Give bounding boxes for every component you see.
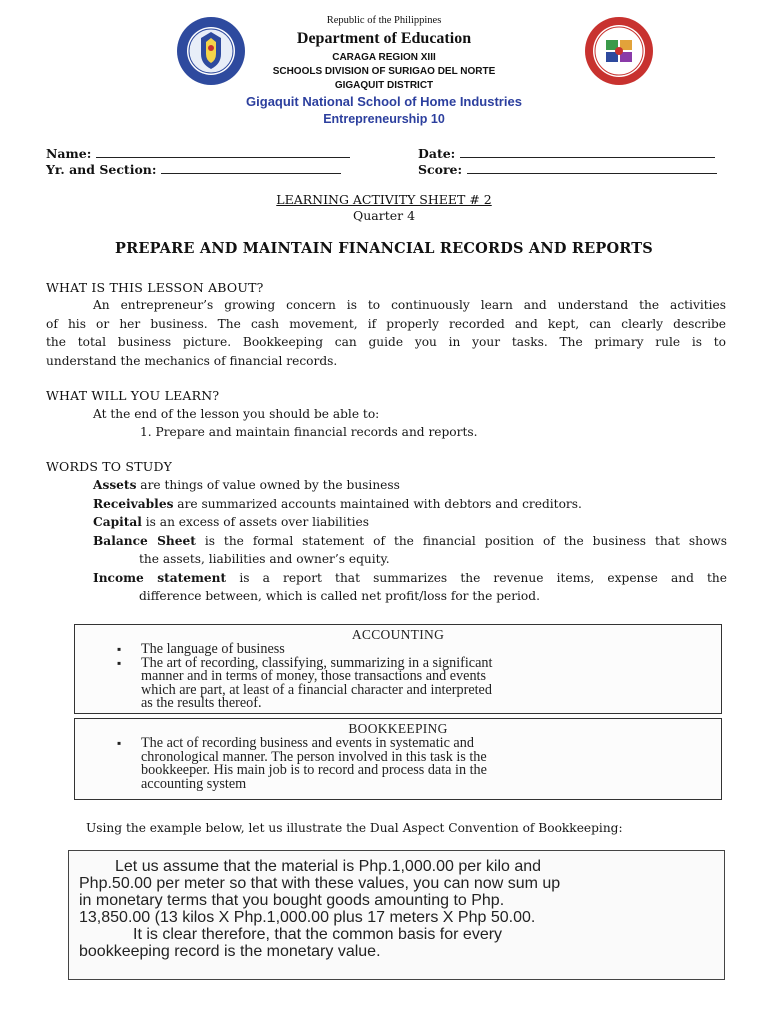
glossary-item-receivables: Receivables are summarized accounts maintained with debtors and creditors. <box>93 496 582 511</box>
page-title: PREPARE AND MAINTAIN FINANCIAL RECORDS AND REPORTS <box>115 240 653 257</box>
learn-objective: 1. Prepare and maintain financial records and reports. <box>140 425 478 439</box>
example-line: It is clear therefore, that the common basis for every <box>133 926 503 943</box>
glossary-item-assets: Assets are things of value owned by the business <box>93 478 400 492</box>
list-item: ▪ The act of recording business and events in systematic and chronological manner. The person involved in this task is the bookkeeper. His main job is to record and process data in the accounting system <box>141 737 721 791</box>
glossary-item-income-statement: Income statement is a report that summarizes the revenue items, expense and the <box>93 570 727 585</box>
lesson-line: of his or her business. The cash movement, if properly recorded and kept, can clearly describe <box>46 316 726 331</box>
district-text: GIGAQUIT DISTRICT <box>334 80 434 91</box>
example-line: bookkeeping record is the monetary value. <box>79 943 381 960</box>
glossary-continuation: the assets, liabilities and owner’s equity. <box>139 552 390 566</box>
republic-text: Republic of the Philippines <box>326 15 442 26</box>
glossary-item-capital: Capital is an excess of assets over liabilities <box>93 515 369 529</box>
score-label: Score: <box>418 162 463 177</box>
example-line: 13,850.00 (13 kilos X Php.1,000.00 plus 17 meters X Php 50.00. <box>79 909 536 926</box>
quarter-text: Quarter 4 <box>352 208 416 223</box>
learn-heading: WHAT WILL YOU LEARN? <box>46 388 220 403</box>
glossary-item-balance-sheet: Balance Sheet is the formal statement of the financial position of the business that shows <box>93 533 727 548</box>
lesson-line: understand the mechanics of financial records. <box>46 353 338 368</box>
school-name: Gigaquit National School of Home Industries <box>246 94 522 109</box>
date-field <box>418 145 715 161</box>
example-line: Php.50.00 per meter so that with these values, you can now sum up <box>79 875 561 892</box>
glossary-continuation: difference between, which is called net profit/loss for the period. <box>139 589 540 603</box>
lesson-heading: WHAT IS THIS LESSON ABOUT? <box>46 280 264 295</box>
date-line <box>460 145 715 158</box>
region-text: CARAGA REGION XIII <box>332 52 436 63</box>
section-label: Yr. and Section: <box>46 162 157 177</box>
accounting-bullets <box>75 643 721 711</box>
accounting-box-title: ACCOUNTING <box>351 627 445 642</box>
example-line: Let us assume that the material is Php.1,000.00 per kilo and <box>115 858 542 875</box>
glossary <box>93 476 727 606</box>
accounting-box <box>74 624 722 714</box>
example-intro: Using the example below, let us illustrate the Dual Aspect Convention of Bookkeeping: <box>86 821 623 835</box>
bookkeeping-bullets <box>75 737 721 791</box>
score-line <box>467 161 717 174</box>
learn-intro: At the end of the lesson you should be able to: <box>93 407 380 421</box>
example-line: in monetary terms that you bought goods amounting to Php. <box>79 892 505 909</box>
bookkeeping-box-title: BOOKKEEPING <box>348 721 448 736</box>
subject-name: Entrepreneurship 10 <box>323 112 445 126</box>
section-field <box>46 161 341 177</box>
department-text: Department of Education <box>296 30 472 47</box>
date-label: Date: <box>418 146 456 161</box>
activity-sheet-title: LEARNING ACTIVITY SHEET # 2 <box>276 192 492 207</box>
words-heading: WORDS TO STUDY <box>46 459 173 474</box>
bookkeeping-box <box>74 718 722 800</box>
division-text: SCHOOLS DIVISION OF SURIGAO DEL NORTE <box>272 66 496 77</box>
lesson-line: An entrepreneur’s growing concern is to continuously learn and understand the activities <box>93 298 726 312</box>
example-box <box>68 850 725 980</box>
name-label: Name: <box>46 146 92 161</box>
name-field <box>46 145 350 161</box>
list-item: ▪ The art of recording, classifying, summarizing in a significant manner and in terms of money, those transactions and events which are part, at least of a financial character and interpreted as the results thereof. <box>141 657 721 711</box>
lesson-paragraph <box>46 296 726 370</box>
section-line <box>161 161 341 174</box>
score-field <box>418 161 717 177</box>
name-line <box>96 145 350 158</box>
lesson-line: the total business picture. Bookkeeping can guide you in your tasks. The primary rule is to <box>46 335 726 349</box>
list-item: ▪ The language of business <box>141 643 721 657</box>
